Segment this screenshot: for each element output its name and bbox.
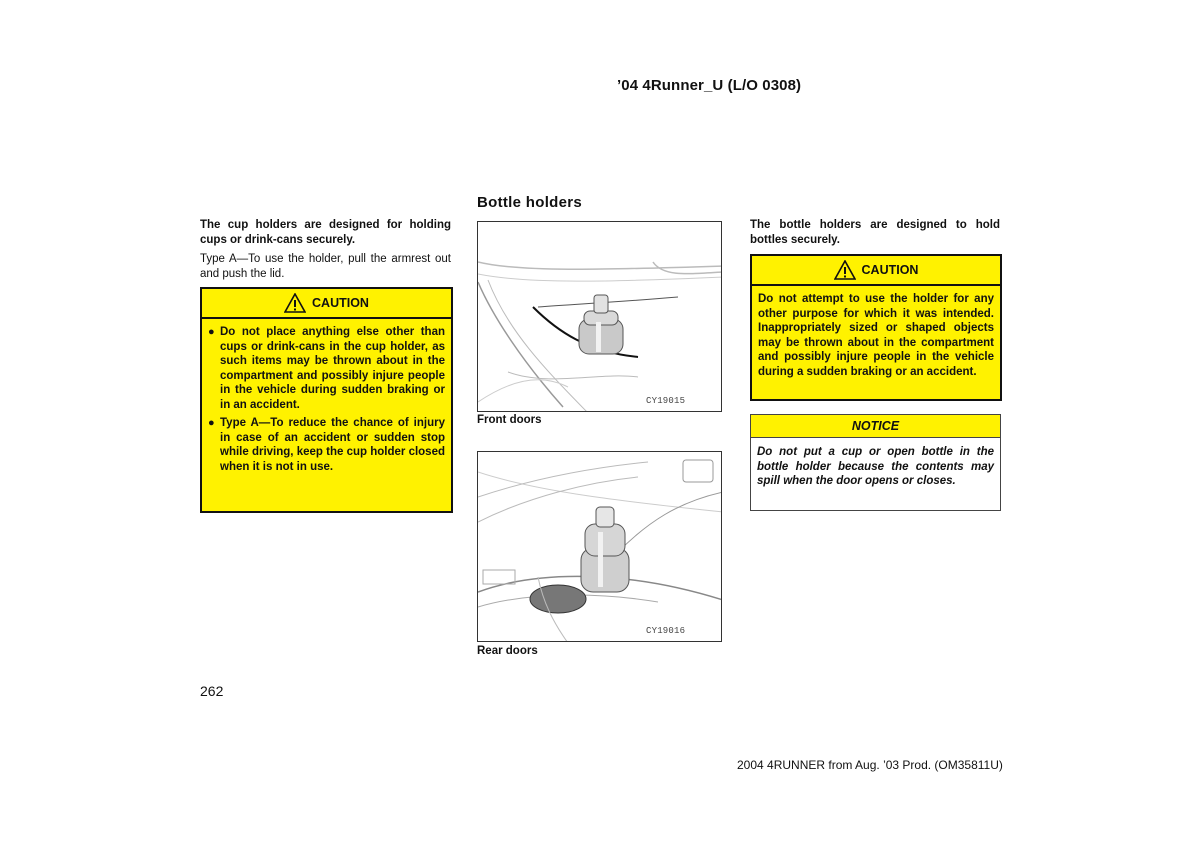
rear-door-illustration [477, 451, 722, 642]
front-door-illustration [477, 221, 722, 412]
caution-header [202, 289, 451, 319]
caution-header [752, 256, 1000, 286]
bottle-holder-caution-box [750, 254, 1002, 401]
page-number: 262 [200, 683, 224, 699]
front-doors-caption: Front doors [477, 414, 542, 426]
notice-box [750, 414, 1001, 511]
caution-item-text: Type A—To reduce the chance of injury in case of an accident or sudden stop while driving, keep the cup holder closed when it is not in use. [220, 417, 445, 473]
caution-text: Do not attempt to use the holder for any other purpose for which it was intended. Inappropriately sized or shaped objects may be thrown about in the compartment and possibly injure people in the vehicle during a sudden braking or an accident. [758, 293, 994, 378]
cup-holder-caution-box [200, 287, 453, 513]
rear-doors-caption: Rear doors [477, 645, 538, 657]
warning-triangle-icon [284, 293, 306, 313]
cup-holder-instruction: Type A—To use the holder, pull the armrest out and push the lid. [200, 253, 451, 280]
front-door-bottle-image [478, 222, 722, 412]
rear-door-bottle-image [478, 452, 722, 642]
warning-triangle-icon [834, 260, 856, 280]
caution-label: CAUTION [312, 296, 369, 310]
caution-item [208, 325, 445, 412]
bottle-holder-intro: The bottle holders are designed to hold bottles securely. [750, 219, 1000, 246]
bullet-dot-icon: ● [208, 417, 215, 429]
footer-text: 2004 4RUNNER from Aug. ’03 Prod. (OM35811U) [737, 758, 1003, 772]
section-title: Bottle holders [477, 194, 583, 211]
notice-label: NOTICE [751, 415, 1000, 438]
caution-body [202, 319, 451, 484]
caution-item-text: Do not place anything else other than cups or drink-cans in the cup holder, as such items may be thrown about in the compartment and possibly injure people in the vehicle during sudden braking or in an accident. [220, 326, 445, 411]
bullet-dot-icon: ● [208, 326, 215, 338]
left-column [200, 218, 451, 281]
cup-holder-intro: The cup holders are designed for holding cups or drink-cans securely. [200, 219, 451, 246]
caution-item [208, 416, 445, 474]
figure-code: CY19016 [646, 626, 686, 636]
notice-text: Do not put a cup or open bottle in the bottle holder because the contents may spill when the door opens or closes. [757, 446, 994, 487]
running-header: ’04 4Runner_U (L/O 0308) [617, 77, 802, 94]
caution-label: CAUTION [861, 263, 919, 277]
figure-code: CY19015 [646, 396, 686, 406]
